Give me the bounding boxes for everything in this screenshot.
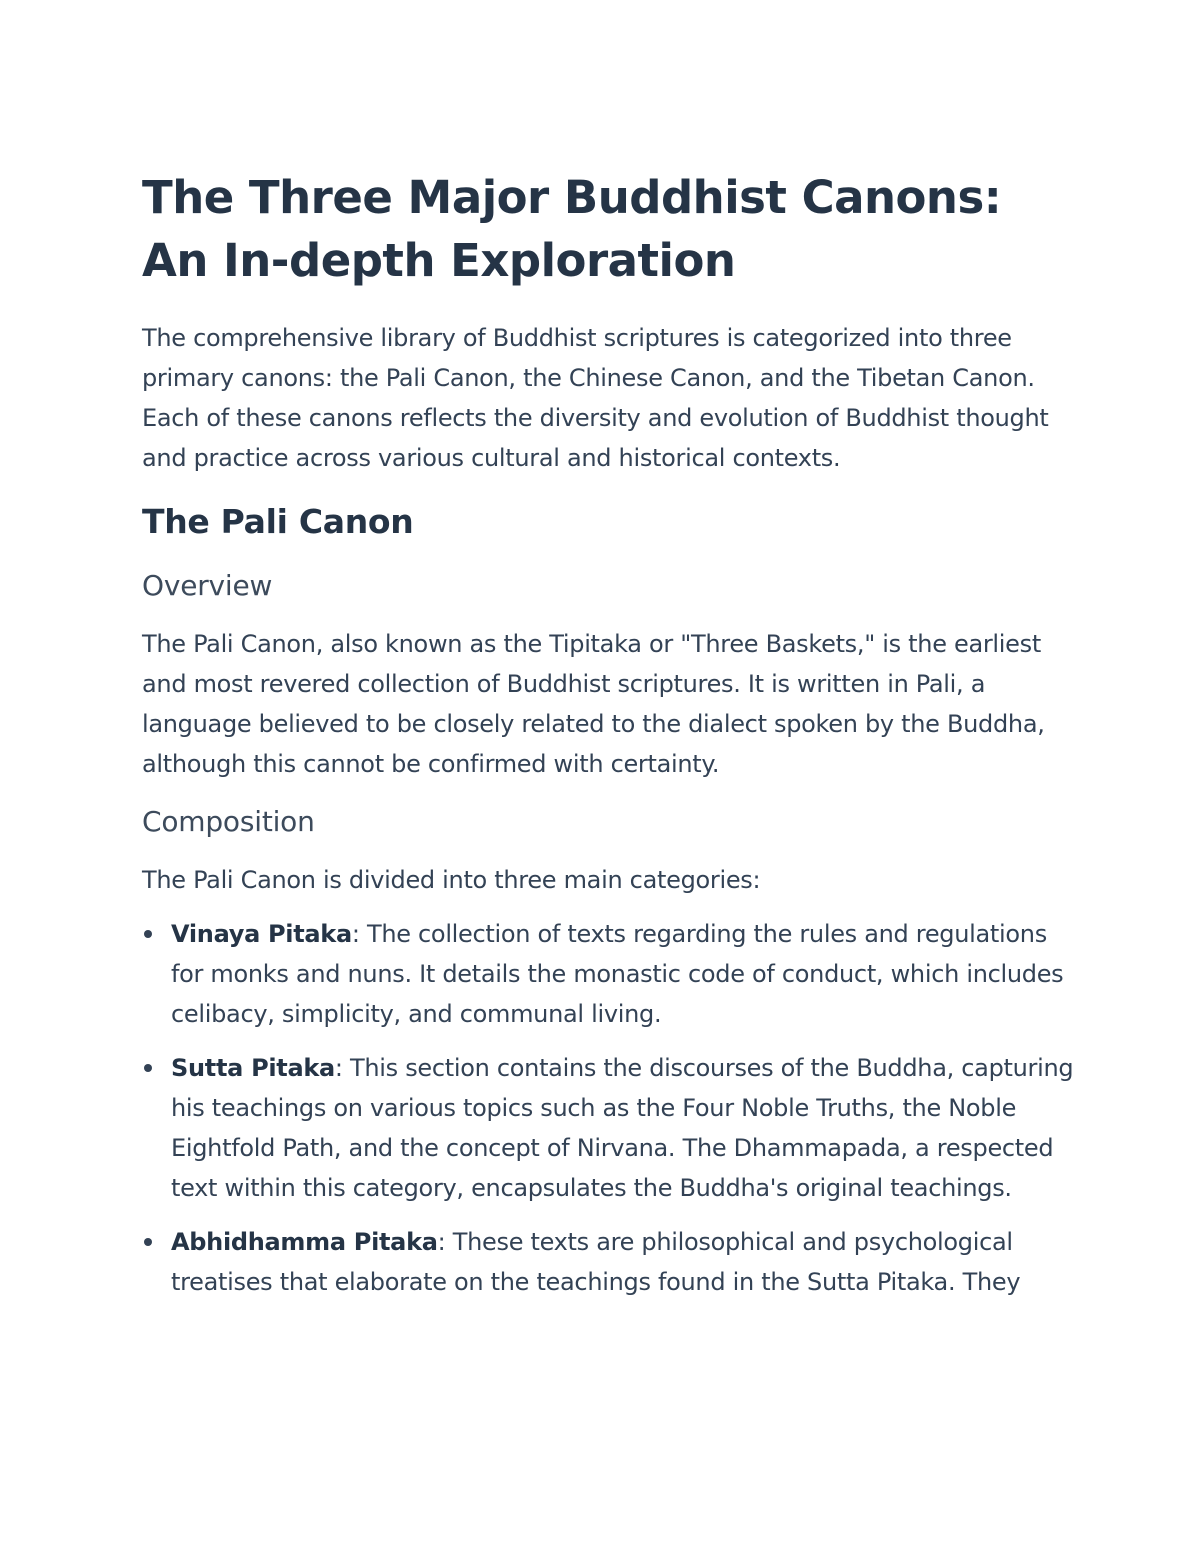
list-item — [142, 1222, 1077, 1302]
list-item — [142, 1048, 1077, 1208]
overview-heading: Overview — [142, 569, 273, 602]
list-item-term: Vinaya Pitaka — [171, 920, 352, 948]
overview-paragraph: The Pali Canon, also known as the Tipitaka or "Three Baskets," is the earliest and most revered collection of Buddhist scriptures. It is written in Pali, a language believed to be closely related to the dialect spoken by the Buddha, although this cannot be confirmed with certainty. — [142, 630, 1045, 778]
section-heading: The Pali Canon — [142, 502, 414, 541]
list-item-text: : The collection of texts regarding the rules and regulations for monks and nuns. It details the monastic code of conduct, which includes celibacy, simplicity, and communal living. — [171, 920, 1064, 1028]
list-item-term: Abhidhamma Pitaka — [171, 1228, 438, 1256]
bullet-icon — [144, 1238, 152, 1246]
composition-heading: Composition — [142, 805, 315, 838]
bullet-icon — [144, 930, 152, 938]
list-item — [142, 914, 1077, 1034]
list-item-term: Sutta Pitaka — [171, 1054, 335, 1082]
bullet-icon — [144, 1064, 152, 1072]
document-page — [142, 166, 1077, 1316]
document-title: The Three Major Buddhist Canons: An In-depth Exploration — [142, 171, 1002, 287]
composition-paragraph: The Pali Canon is divided into three main categories: — [142, 866, 761, 894]
list-item-text: : These texts are philosophical and psychological treatises that elaborate on the teachings found in the Sutta Pitaka. They — [171, 1228, 1021, 1296]
intro-paragraph: The comprehensive library of Buddhist scriptures is categorized into three primary canons: the Pali Canon, the Chinese Canon, and the Tibetan Canon. Each of these canons reflects the diversity and evolution of Buddhist thought and practice across various cultural and historical contexts. — [142, 324, 1049, 472]
list-item-text: : This section contains the discourses of the Buddha, capturing his teachings on various topics such as the Four Noble Truths, the Noble Eightfold Path, and the concept of Nirvana. The Dhammapada, a respected text within this category, encapsulates the Buddha's original teachings. — [171, 1054, 1074, 1202]
composition-list — [142, 914, 1077, 1302]
